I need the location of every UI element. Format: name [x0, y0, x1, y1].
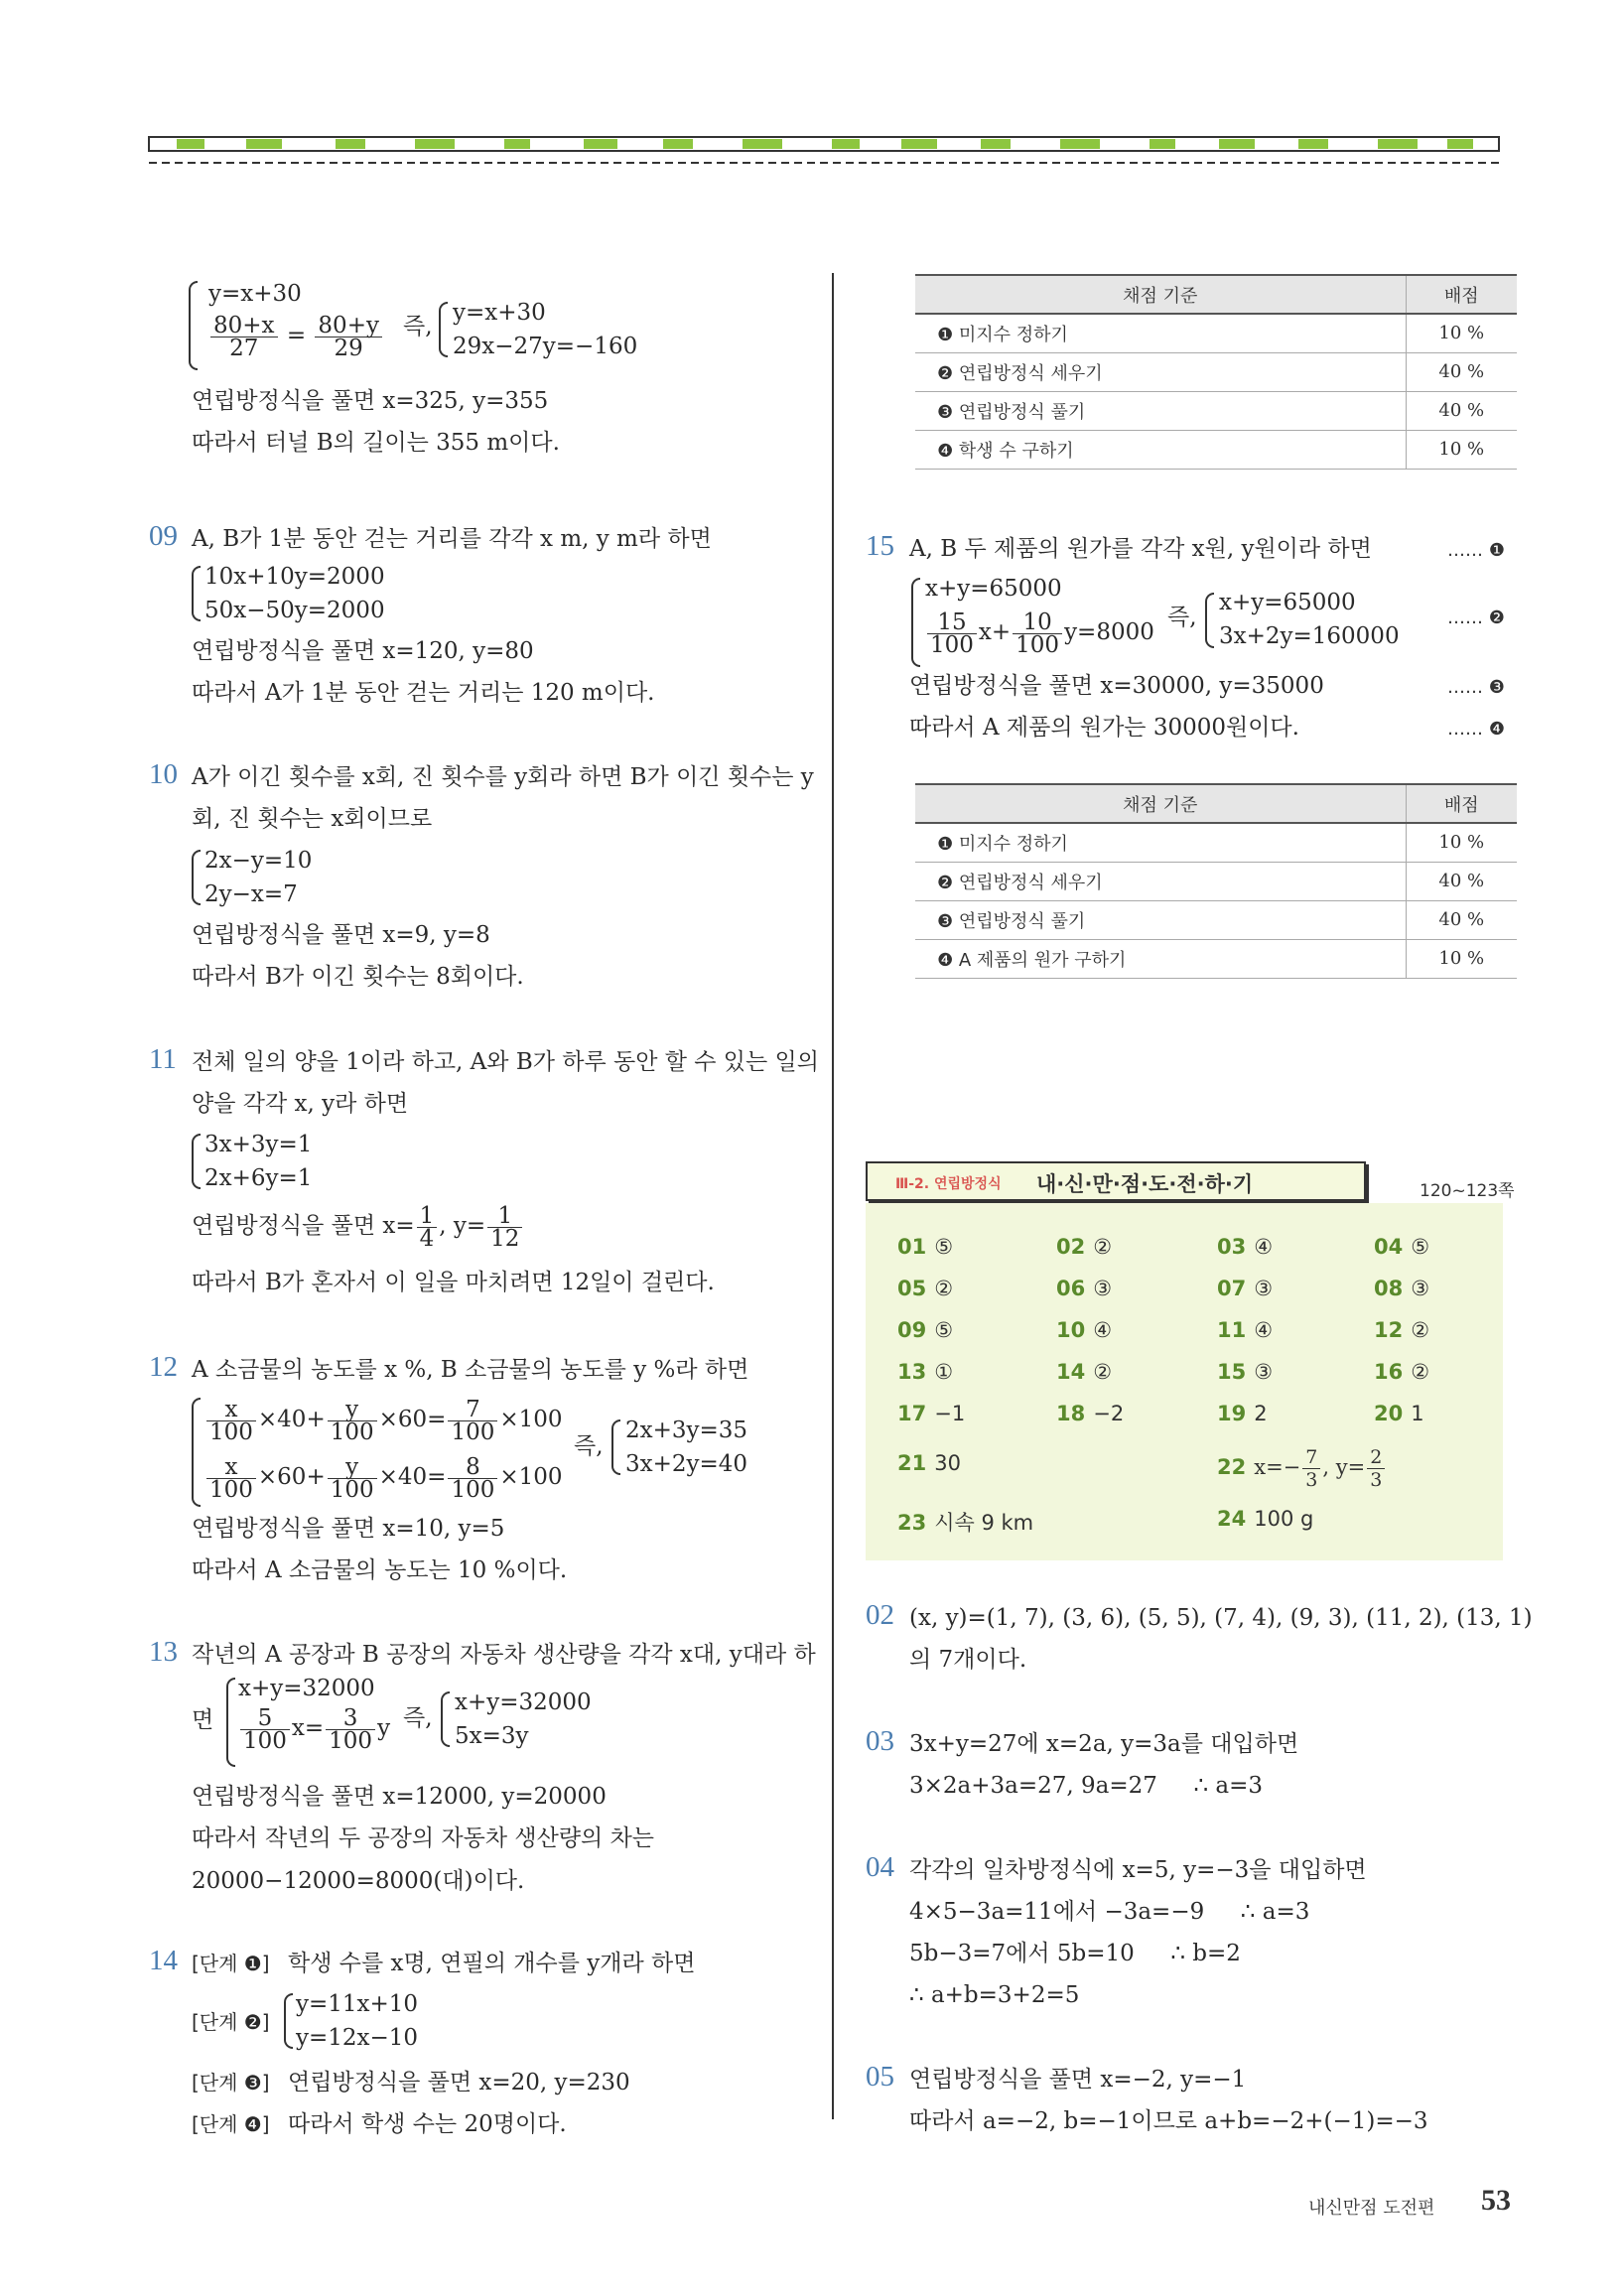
numerator: 80+x — [210, 315, 278, 338]
solution-line: 연립방정식을 풀면 x=120, y=80 — [192, 638, 534, 664]
jeuk-label: 즉, — [403, 314, 433, 339]
operator: x= — [291, 1715, 325, 1741]
answer-item — [897, 1451, 961, 1475]
problem-number: 04 — [866, 1851, 894, 1883]
operator: ×100 — [499, 1464, 563, 1490]
operator: x+ — [978, 619, 1012, 645]
operator: y=8000 — [1064, 619, 1154, 645]
answer-value: ④ — [1254, 1318, 1274, 1342]
problem-number: 11 — [149, 1043, 177, 1075]
answer-number: 06 — [1056, 1277, 1086, 1300]
numerator: 2 — [1367, 1446, 1385, 1469]
table-cell: 10 % — [1406, 430, 1517, 469]
jeuk-label: 즉, — [403, 1705, 433, 1731]
step-label: [단계 ❹] — [192, 2112, 270, 2136]
answer-item — [897, 1507, 1033, 1537]
table-cell: ❹ 학생 수 구하기 — [915, 430, 1406, 469]
numerator: 1 — [417, 1205, 438, 1228]
answer-number: 22 — [1217, 1455, 1247, 1479]
equation-fraction-row — [925, 608, 1154, 657]
problem-number: 09 — [149, 520, 178, 552]
step-label: [단계 ❷] — [192, 2010, 270, 2034]
brace — [189, 281, 198, 370]
answer-number: 13 — [897, 1360, 927, 1384]
numerator: 7 — [448, 1399, 497, 1421]
table-row — [915, 314, 1517, 352]
answer-number: 08 — [1374, 1277, 1404, 1300]
answer-value: ④ — [1254, 1235, 1274, 1259]
equation: 3x+3y=1 — [204, 1132, 313, 1157]
scoring-table — [915, 274, 1517, 470]
answer-item — [1217, 1360, 1273, 1384]
answer-item — [1374, 1277, 1429, 1300]
answer-number: 04 — [1374, 1235, 1404, 1259]
answer-value: ② — [1093, 1235, 1113, 1259]
solution-line: 연립방정식을 풀면 x=−2, y=−1 — [909, 2067, 1247, 2093]
answer-line: 따라서 A 소금물의 농도는 10 %이다. — [192, 1557, 568, 1583]
step-label: [단계 ❸] — [192, 2071, 270, 2094]
problem-text: A, B가 1분 동안 걷는 거리를 각각 x m, y m라 하면 — [192, 526, 712, 552]
solution-line: 연립방정식을 풀면 x=10, y=5 — [192, 1516, 505, 1542]
answer-value: ① — [934, 1360, 954, 1384]
brace — [911, 578, 920, 667]
numerator: 8 — [448, 1456, 497, 1479]
answer-value: 1 — [1411, 1402, 1424, 1425]
denominator: 100 — [451, 1476, 495, 1503]
table-cell: 40 % — [1406, 352, 1517, 391]
equation: 29x−27y=−160 — [453, 334, 638, 359]
denominator: 100 — [329, 1727, 373, 1754]
denominator: 100 — [1015, 631, 1060, 658]
answer-line: 따라서 B가 이긴 횟수는 8회이다. — [192, 964, 524, 990]
answer-item — [1217, 1318, 1273, 1342]
answer-value: , y= — [1322, 1455, 1366, 1479]
answer-number: 18 — [1056, 1402, 1086, 1425]
problem-text: 회, 진 횟수는 x회이므로 — [192, 806, 433, 832]
table-cell: 10 % — [1406, 314, 1517, 352]
problem-number: 12 — [149, 1351, 178, 1383]
answer-line: 따라서 A 제품의 원가는 30000원이다. — [909, 715, 1299, 741]
answer-item — [1217, 1235, 1273, 1259]
numerator: 1 — [487, 1205, 522, 1228]
answer-line: 20000−12000=8000(대)이다. — [192, 1868, 525, 1894]
equation-fraction-row — [208, 311, 384, 360]
jeuk-label: 즉, — [574, 1433, 604, 1459]
answer-item — [897, 1360, 953, 1384]
answer-number: 01 — [897, 1235, 927, 1259]
equation: 2x+6y=1 — [204, 1165, 313, 1191]
answer-value: x=− — [1254, 1455, 1301, 1479]
equation-fraction-row — [204, 1452, 563, 1502]
answer-item — [897, 1277, 953, 1300]
table-cell: ❶ 미지수 정하기 — [915, 314, 1406, 352]
answer-item — [1374, 1235, 1429, 1259]
step-label: [단계 ❶] — [192, 1952, 270, 1975]
denominator: 29 — [334, 335, 363, 361]
answer-line: 따라서 B가 혼자서 이 일을 마치려면 12일이 걸린다. — [192, 1270, 715, 1295]
table-cell: ❹ A 제품의 원가 구하기 — [915, 939, 1406, 978]
answer-number: 07 — [1217, 1277, 1247, 1300]
answer-item — [897, 1235, 953, 1259]
answer-number: 20 — [1374, 1402, 1404, 1425]
answer-number: 12 — [1374, 1318, 1404, 1342]
solution-line: ∴ a+b=3+2=5 — [909, 1982, 1080, 2008]
brace — [192, 1134, 201, 1189]
solution-line — [192, 1201, 524, 1251]
answer-number: 15 — [1217, 1360, 1247, 1384]
answer-number: 19 — [1217, 1402, 1247, 1425]
table-cell: 10 % — [1406, 939, 1517, 978]
table-cell: 40 % — [1406, 900, 1517, 939]
denominator: 27 — [229, 335, 259, 361]
brace — [284, 1993, 293, 2049]
answer-number: 05 — [897, 1277, 927, 1300]
answer-item — [1217, 1507, 1313, 1531]
answer-value: −2 — [1093, 1402, 1125, 1425]
equation-fraction-row — [204, 1395, 563, 1444]
header-ruler-graphic — [147, 133, 1503, 173]
answer-value: ⑤ — [934, 1318, 954, 1342]
answer-value: 2 — [1254, 1402, 1268, 1425]
operator: ×40+ — [257, 1407, 326, 1432]
problem-text: 양을 각각 x, y라 하면 — [192, 1091, 409, 1117]
equation: y=x+30 — [453, 300, 546, 326]
solution-line: 3x+y=27에 x=2a, y=3a를 대입하면 — [909, 1731, 1299, 1757]
equation: 3x+2y=40 — [625, 1451, 748, 1477]
brace — [226, 1678, 235, 1767]
section-header — [866, 1161, 1366, 1201]
numerator: 15 — [927, 611, 977, 634]
brace — [1205, 593, 1214, 648]
answer-value: 30 — [934, 1451, 961, 1475]
numerator: x — [206, 1456, 256, 1479]
answer-item — [1217, 1402, 1268, 1425]
solution-line: 5b−3=7에서 5b=10 ∴ b=2 — [909, 1941, 1241, 1966]
answer-item — [1056, 1360, 1112, 1384]
step-marker: …… ❷ — [1447, 608, 1505, 628]
denominator: 100 — [209, 1476, 253, 1503]
numerator: y — [328, 1399, 377, 1421]
solution-line: 연립방정식을 풀면 x=325, y=355 — [192, 388, 549, 414]
table-cell: 40 % — [1406, 391, 1517, 430]
header-decoration — [147, 133, 1503, 173]
jeuk-label: 즉, — [1167, 605, 1197, 630]
brace — [439, 302, 448, 357]
numerator: y — [328, 1456, 377, 1479]
answer-number: 17 — [897, 1402, 927, 1425]
page-number: 53 — [1481, 2184, 1511, 2217]
problem-text: 면 — [192, 1707, 214, 1733]
solution-line: 4×5−3a=11에서 −3a=−9 ∴ a=3 — [909, 1899, 1310, 1925]
answer-item — [1217, 1442, 1387, 1492]
solution-line: 연립방정식을 풀면 x=9, y=8 — [192, 922, 490, 948]
equals: = — [286, 323, 307, 348]
operator: ×100 — [499, 1407, 563, 1432]
table-cell: ❶ 미지수 정하기 — [915, 823, 1406, 862]
answer-item — [1374, 1318, 1429, 1342]
denominator: 100 — [930, 631, 974, 658]
step-marker: …… ❸ — [1447, 677, 1505, 698]
brace — [192, 1398, 201, 1507]
solution-line: 따라서 작년의 두 공장의 자동차 생산량의 차는 — [192, 1825, 655, 1851]
step-marker: …… ❶ — [1447, 540, 1505, 561]
table-cell: ❸ 연립방정식 풀기 — [915, 391, 1406, 430]
numerator: x — [206, 1399, 256, 1421]
page-range: 120~123쪽 — [1420, 1181, 1515, 1201]
answer-number: 14 — [1056, 1360, 1086, 1384]
answer-value: ⑤ — [1411, 1235, 1430, 1259]
solution-line: 각각의 일차방정식에 x=5, y=−3을 대입하면 — [909, 1857, 1367, 1883]
answer-value: −1 — [934, 1402, 966, 1425]
answer-value: ② — [1411, 1318, 1430, 1342]
answer-item — [1056, 1235, 1112, 1259]
problem-number: 13 — [149, 1636, 178, 1668]
problem-number: 03 — [866, 1725, 894, 1757]
equation: x+y=32000 — [238, 1676, 375, 1701]
problem-number: 05 — [866, 2061, 894, 2093]
section-tag: Ⅲ-2. 연립방정식 — [895, 1176, 1002, 1192]
solution-line: 따라서 a=−2, b=−1이므로 a+b=−2+(−1)=−3 — [909, 2108, 1428, 2134]
answer-line: 따라서 A가 1분 동안 걷는 거리는 120 m이다. — [192, 680, 655, 706]
answer-item — [897, 1402, 965, 1425]
equation: x+y=65000 — [1219, 590, 1356, 615]
problem-text: 작년의 A 공장과 B 공장의 자동차 생산량을 각각 x대, y대라 하 — [192, 1642, 816, 1668]
table-cell: ❷ 연립방정식 세우기 — [915, 862, 1406, 900]
variable: y — [377, 1715, 391, 1741]
answer-value: ③ — [1254, 1277, 1274, 1300]
problem-number: 02 — [866, 1599, 894, 1631]
equation: 5x=3y — [455, 1723, 529, 1749]
denominator: 100 — [209, 1418, 253, 1445]
denominator: 100 — [243, 1727, 287, 1754]
brace — [441, 1691, 450, 1747]
table-cell: 40 % — [1406, 862, 1517, 900]
equation: x+y=32000 — [455, 1689, 592, 1715]
denominator: 12 — [490, 1225, 520, 1252]
step-marker: …… ❹ — [1447, 719, 1505, 740]
table-row — [915, 939, 1517, 978]
brace — [192, 566, 201, 621]
answer-value: ③ — [1411, 1277, 1430, 1300]
answer-line: 따라서 터널 B의 길이는 355 m이다. — [192, 430, 560, 456]
equation: 3x+2y=160000 — [1219, 623, 1400, 649]
numerator: 80+y — [315, 315, 382, 338]
answer-number: 09 — [897, 1318, 927, 1342]
table-row — [915, 900, 1517, 939]
solution-line: 3×2a+3a=27, 9a=27 ∴ a=3 — [909, 1773, 1264, 1799]
denominator: 100 — [330, 1418, 374, 1445]
denominator: 4 — [419, 1225, 435, 1252]
answer-value: ③ — [1093, 1277, 1113, 1300]
equation-fraction-row — [238, 1703, 390, 1753]
table-cell: ❷ 연립방정식 세우기 — [915, 352, 1406, 391]
operator: ×40= — [378, 1464, 447, 1490]
denominator: 100 — [451, 1418, 495, 1445]
step-text: 학생 수를 x명, 연필의 개수를 y개라 하면 — [288, 1951, 696, 1976]
denominator: 100 — [330, 1476, 374, 1503]
answer-value: ② — [1093, 1360, 1113, 1384]
solution-line: 연립방정식을 풀면 x=30000, y=35000 — [909, 673, 1324, 699]
problem-text: A가 이긴 횟수를 x회, 진 횟수를 y회라 하면 B가 이긴 횟수는 y — [192, 764, 814, 790]
column-header: 채점 기준 — [915, 784, 1406, 823]
solution-text: , y= — [439, 1213, 486, 1239]
answer-number: 03 — [1217, 1235, 1247, 1259]
column-divider — [832, 273, 834, 2119]
equation: 10x+10y=2000 — [204, 564, 385, 590]
step-text: 따라서 학생 수는 20명이다. — [288, 2111, 567, 2137]
column-header: 배점 — [1406, 275, 1517, 314]
table-row — [915, 352, 1517, 391]
column-header: 배점 — [1406, 784, 1517, 823]
brace — [192, 850, 201, 905]
answer-number: 21 — [897, 1451, 927, 1475]
numerator: 7 — [1302, 1446, 1320, 1469]
table-row — [915, 430, 1517, 469]
table-row — [915, 391, 1517, 430]
solution-text: 연립방정식을 풀면 x= — [192, 1213, 415, 1239]
denominator: 3 — [1370, 1468, 1383, 1491]
answer-number: 10 — [1056, 1318, 1086, 1342]
problem-text: A, B 두 제품의 원가를 각각 x원, y원이라 하면 — [909, 536, 1372, 562]
step-text: 연립방정식을 풀면 x=20, y=230 — [288, 2070, 630, 2095]
equation: 2x−y=10 — [204, 848, 313, 874]
equation: y=11x+10 — [296, 1991, 419, 2017]
answer-item — [1056, 1277, 1112, 1300]
numerator: 10 — [1013, 611, 1062, 634]
operator: ×60+ — [257, 1464, 326, 1490]
answer-item — [897, 1318, 953, 1342]
problem-text: 전체 일의 양을 1이라 하고, A와 B가 하루 동안 할 수 있는 일의 — [192, 1049, 819, 1075]
answer-number: 02 — [1056, 1235, 1086, 1259]
table-row — [915, 823, 1517, 862]
table-header-row — [915, 275, 1517, 314]
answer-value: ④ — [1093, 1318, 1113, 1342]
solution-line: (x, y)=(1, 7), (3, 6), (5, 5), (7, 4), (9, 3), (11, 2), (13, 1) — [909, 1605, 1533, 1631]
answer-item — [1217, 1277, 1273, 1300]
answer-item — [1374, 1402, 1424, 1425]
answer-value: ⑤ — [934, 1235, 954, 1259]
answer-item — [1056, 1402, 1124, 1425]
equation: y=x+30 — [208, 281, 302, 307]
answer-number: 23 — [897, 1511, 927, 1535]
table-cell: 10 % — [1406, 823, 1517, 862]
numerator: 3 — [326, 1707, 375, 1730]
answer-value: 100 g — [1254, 1507, 1314, 1531]
answer-value: ③ — [1254, 1360, 1274, 1384]
table-row — [915, 862, 1517, 900]
equation: 50x−50y=2000 — [204, 598, 385, 623]
section-title: 내·신·만·점·도·전·하·기 — [1036, 1172, 1254, 1196]
solution-line: 의 7개이다. — [909, 1647, 1027, 1673]
scoring-table — [915, 783, 1517, 979]
answer-value: ② — [934, 1277, 954, 1300]
operator: ×60= — [378, 1407, 447, 1432]
answer-number: 24 — [1217, 1507, 1247, 1531]
answer-item — [1056, 1318, 1112, 1342]
answer-number: 11 — [1217, 1318, 1247, 1342]
footer-label: 내신만점 도전편 — [1308, 2198, 1435, 2219]
problem-number: 10 — [149, 758, 178, 790]
equation: x+y=65000 — [925, 576, 1062, 602]
equation: 2x+3y=35 — [625, 1418, 748, 1443]
solution-line: 연립방정식을 풀면 x=12000, y=20000 — [192, 1784, 607, 1810]
problem-number: 15 — [866, 530, 894, 562]
equation: y=12x−10 — [296, 2025, 419, 2051]
denominator: 3 — [1305, 1468, 1318, 1491]
problem-text: A 소금물의 농도를 x %, B 소금물의 농도를 y %라 하면 — [192, 1357, 749, 1383]
brace — [611, 1419, 620, 1475]
table-cell: ❸ 연립방정식 풀기 — [915, 900, 1406, 939]
answer-item — [1374, 1360, 1429, 1384]
answer-value: ② — [1411, 1360, 1430, 1384]
column-header: 채점 기준 — [915, 275, 1406, 314]
problem-number: 14 — [149, 1945, 178, 1976]
answer-value: 시속 9 km — [934, 1511, 1034, 1535]
answer-number: 16 — [1374, 1360, 1404, 1384]
table-header-row — [915, 784, 1517, 823]
equation: 2y−x=7 — [204, 881, 298, 907]
numerator: 5 — [240, 1707, 290, 1730]
